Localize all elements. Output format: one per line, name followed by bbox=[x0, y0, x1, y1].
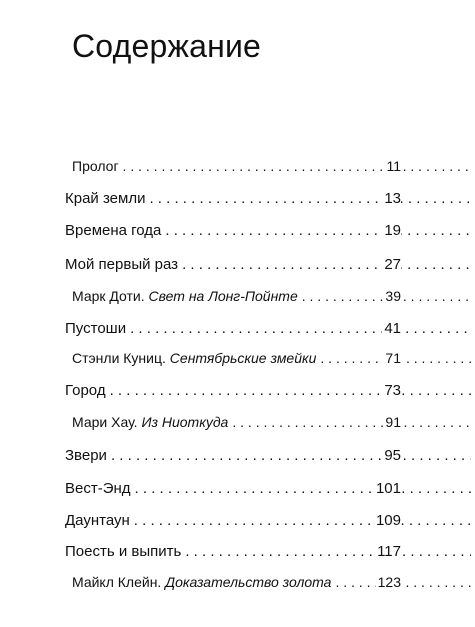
toc-entry[interactable] bbox=[0, 543, 475, 563]
toc-entry[interactable] bbox=[0, 574, 475, 594]
dot-leader bbox=[110, 382, 471, 399]
toc-entry-label: Пролог bbox=[72, 158, 119, 174]
dot-leader bbox=[134, 512, 471, 529]
toc-page-number: 39 bbox=[385, 288, 401, 304]
toc-author: Марк Доти. bbox=[72, 288, 145, 304]
toc-entry[interactable] bbox=[0, 447, 475, 467]
toc-work-title: Доказательство золота bbox=[165, 574, 332, 590]
toc-entry-label bbox=[72, 574, 331, 590]
toc-page-number: 91 bbox=[385, 414, 401, 430]
toc-entry-label: Поесть и выпить bbox=[65, 543, 182, 560]
toc-entry-label bbox=[72, 414, 228, 430]
toc-page-number: 117 bbox=[377, 543, 401, 560]
dot-leader bbox=[232, 414, 471, 430]
toc-author: Мари Хау. bbox=[72, 414, 138, 430]
toc-entry[interactable] bbox=[0, 414, 475, 434]
toc-page-number: 73 bbox=[384, 382, 401, 399]
dot-leader bbox=[130, 320, 471, 337]
toc-entry-label: Мой первый раз bbox=[65, 256, 179, 273]
dot-leader bbox=[185, 543, 471, 560]
toc-entry[interactable] bbox=[0, 222, 475, 242]
toc-entry[interactable] bbox=[0, 480, 475, 500]
toc-page-number: 19 bbox=[384, 222, 401, 239]
toc-page-number: 11 bbox=[386, 158, 401, 174]
toc-entry[interactable] bbox=[0, 320, 475, 340]
toc-entry[interactable] bbox=[0, 158, 475, 178]
toc-entry[interactable] bbox=[0, 288, 475, 308]
toc-entry[interactable] bbox=[0, 350, 475, 370]
dot-leader bbox=[149, 190, 471, 207]
toc-work-title: Сентябрьские змейки bbox=[169, 350, 317, 366]
toc-entry-label: Край земли bbox=[65, 190, 146, 207]
dot-leader bbox=[165, 222, 471, 239]
toc-entry-label: Город bbox=[65, 382, 106, 399]
toc-author: Стэнли Куниц. bbox=[72, 350, 166, 366]
toc-page-number: 95 bbox=[384, 447, 401, 464]
toc-entry-label: Времена года bbox=[65, 222, 162, 239]
toc-page-number: 27 bbox=[384, 256, 401, 273]
page-title: Содержание bbox=[72, 28, 262, 64]
toc-entry-label bbox=[72, 288, 298, 304]
toc-entry[interactable] bbox=[0, 190, 475, 210]
toc-page-number: 123 bbox=[377, 574, 401, 590]
toc-entry-label: Вест-Энд bbox=[65, 480, 131, 497]
toc-work-title: Из Ниоткуда bbox=[141, 414, 229, 430]
dot-leader bbox=[123, 158, 471, 174]
dot-leader bbox=[135, 480, 471, 497]
toc-entry[interactable] bbox=[0, 512, 475, 532]
toc-page-number: 101 bbox=[375, 480, 401, 497]
dot-leader bbox=[111, 447, 471, 464]
toc-entry-label bbox=[72, 350, 316, 366]
dot-leader bbox=[182, 256, 471, 273]
dot-leader bbox=[335, 574, 471, 590]
toc-entry-label: Звери bbox=[65, 447, 107, 464]
toc-page-number: 41 bbox=[384, 320, 401, 337]
toc-author: Майкл Клейн. bbox=[72, 574, 162, 590]
toc-page-number: 13 bbox=[384, 190, 401, 207]
toc-work-title: Свет на Лонг-Пойнте bbox=[148, 288, 298, 304]
toc-entry-label: Даунтаун bbox=[65, 512, 130, 529]
toc-entry-label: Пустоши bbox=[65, 320, 127, 337]
toc-entry[interactable] bbox=[0, 382, 475, 402]
toc-page-number: 109 bbox=[375, 512, 401, 529]
toc-page-number: 71 bbox=[385, 350, 401, 366]
toc-entry[interactable] bbox=[0, 256, 475, 276]
